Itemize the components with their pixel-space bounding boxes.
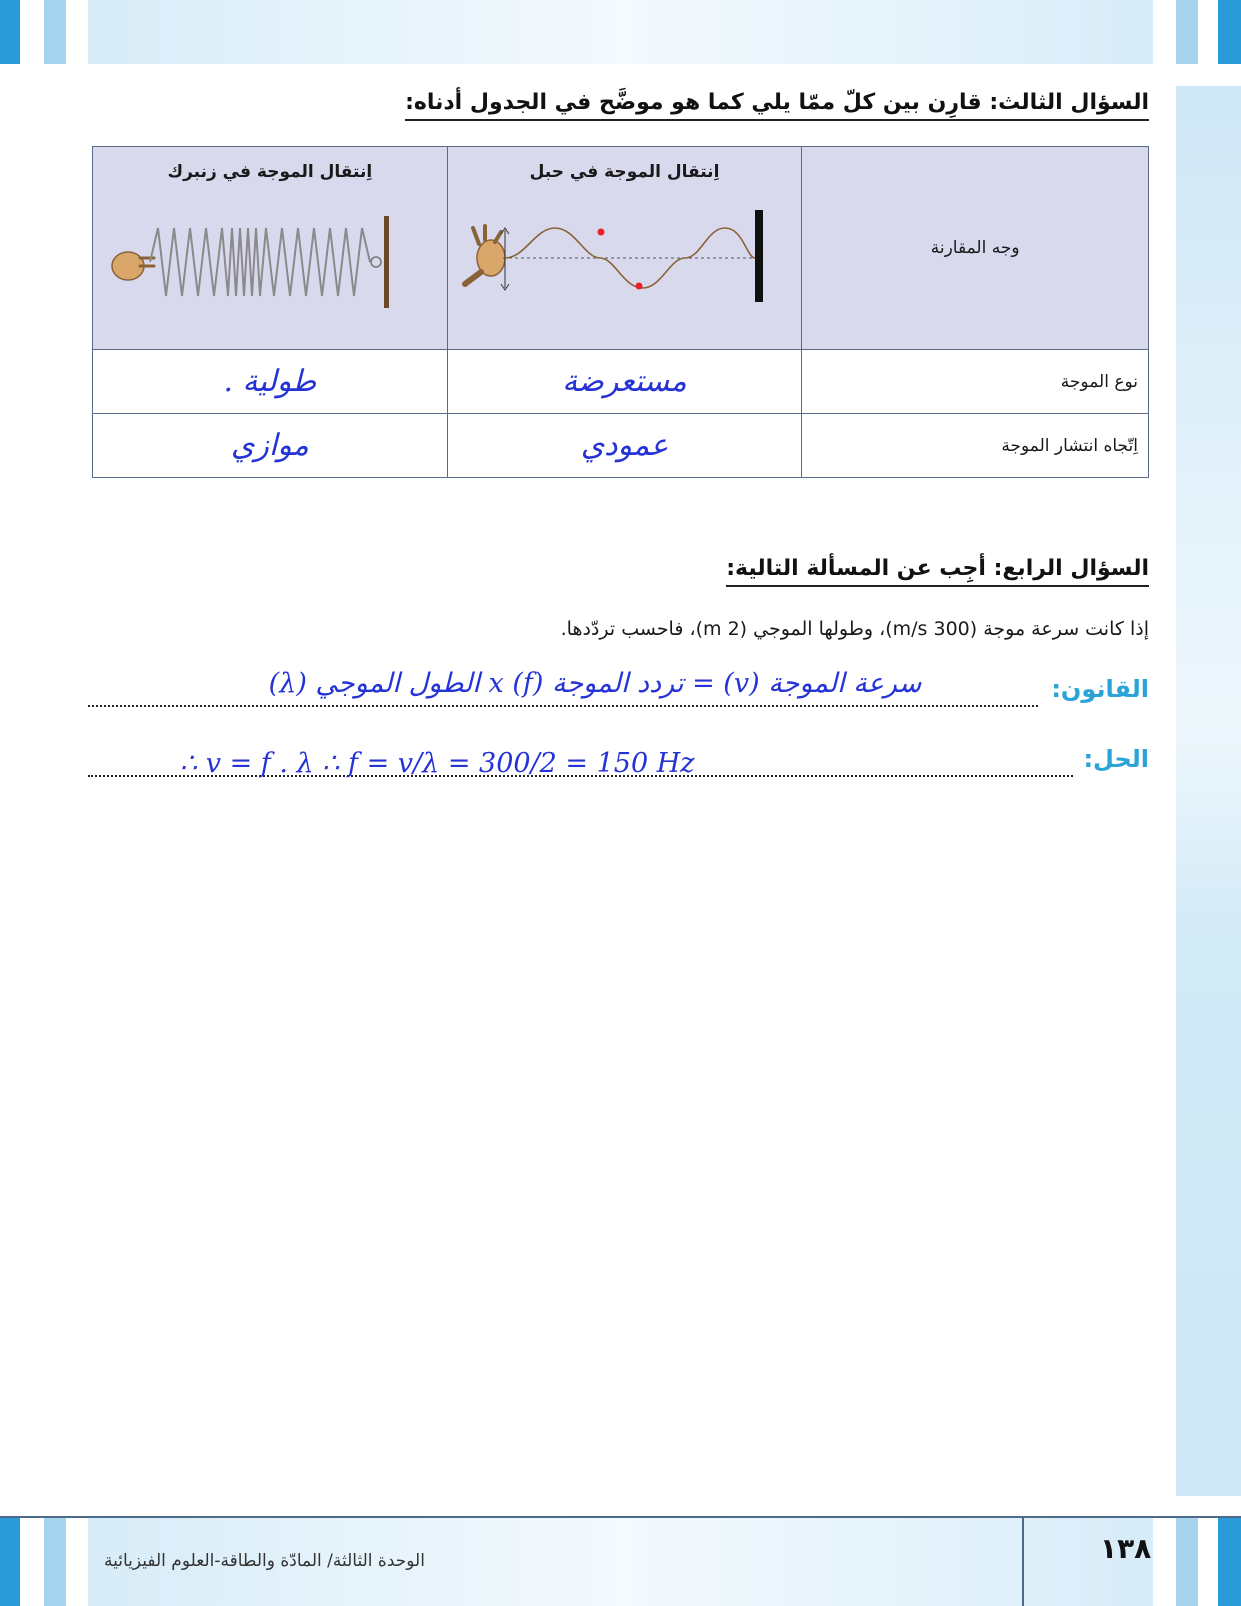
spring-column-header — [93, 147, 448, 350]
law-answer[interactable]: سرعة الموجة (v) = تردد الموجة (f) x الطول الموجي (λ) — [268, 668, 922, 699]
solution-answer[interactable]: ∴ v = f . λ ∴ f = v/λ = 300/2 = 150 Hz — [180, 748, 695, 779]
answer-spring-wave-type[interactable]: طولية . — [93, 350, 448, 414]
top-stripe-left-dark — [0, 0, 20, 64]
row-label-wave-type: نوع الموجة — [802, 350, 1149, 414]
law-answer-line[interactable] — [88, 705, 1038, 707]
top-stripe-right-light — [1176, 0, 1198, 64]
question-3-title: السؤال الثالث: قارِن بين كلّ ممّا يلي كما هو موضَّح في الجدول أدناه: — [405, 90, 1149, 121]
footer-stripe-right-dark — [1218, 1518, 1241, 1606]
law-label: القانون: — [1051, 675, 1149, 703]
row-label-direction: اِتّجاه انتشار الموجة — [802, 414, 1149, 478]
problem-statement: إذا كانت سرعة موجة (300 m/s)، وطولها الموجي (2 m)، فاحسب تردّدها. — [560, 618, 1149, 640]
footer-stripe-right-light — [1176, 1518, 1198, 1606]
question-4-title: السؤال الرابع: أجِب عن المسألة التالية: — [726, 556, 1149, 587]
footer-divider — [1022, 1518, 1024, 1606]
top-stripe-right-dark — [1218, 0, 1241, 64]
table-row — [93, 350, 1149, 414]
comparison-table — [92, 146, 1149, 478]
answer-rope-wave-type[interactable]: مستعرضة — [447, 350, 802, 414]
aspect-header: وجه المقارنة — [802, 147, 1149, 350]
solution-label: الحل: — [1083, 745, 1149, 773]
answer-rope-direction[interactable]: عمودي — [447, 414, 802, 478]
table-header-row — [93, 147, 1149, 350]
table-row — [93, 414, 1149, 478]
top-band — [88, 0, 1153, 64]
spring-wave-illustration — [100, 188, 440, 308]
hand-icon — [465, 226, 505, 284]
rope-column-header — [447, 147, 802, 350]
answer-spring-direction[interactable]: موازي — [93, 414, 448, 478]
hand-icon — [112, 252, 154, 280]
rope-wave-illustration — [455, 188, 795, 308]
rope-column-title: اِنتقال الموجة في حبل — [529, 162, 720, 182]
right-margin-band — [1176, 86, 1241, 1496]
footer-stripe-left-dark — [0, 1518, 20, 1606]
footer-unit-text: الوحدة الثالثة/ المادّة والطاقة-العلوم الفيزيائية — [104, 1551, 425, 1571]
footer-stripe-left-light — [44, 1518, 66, 1606]
top-stripe-left-light — [44, 0, 66, 64]
spring-column-title: اِنتقال الموجة في زنبرك — [167, 162, 373, 182]
page-number: ١٣٨ — [1100, 1532, 1152, 1565]
